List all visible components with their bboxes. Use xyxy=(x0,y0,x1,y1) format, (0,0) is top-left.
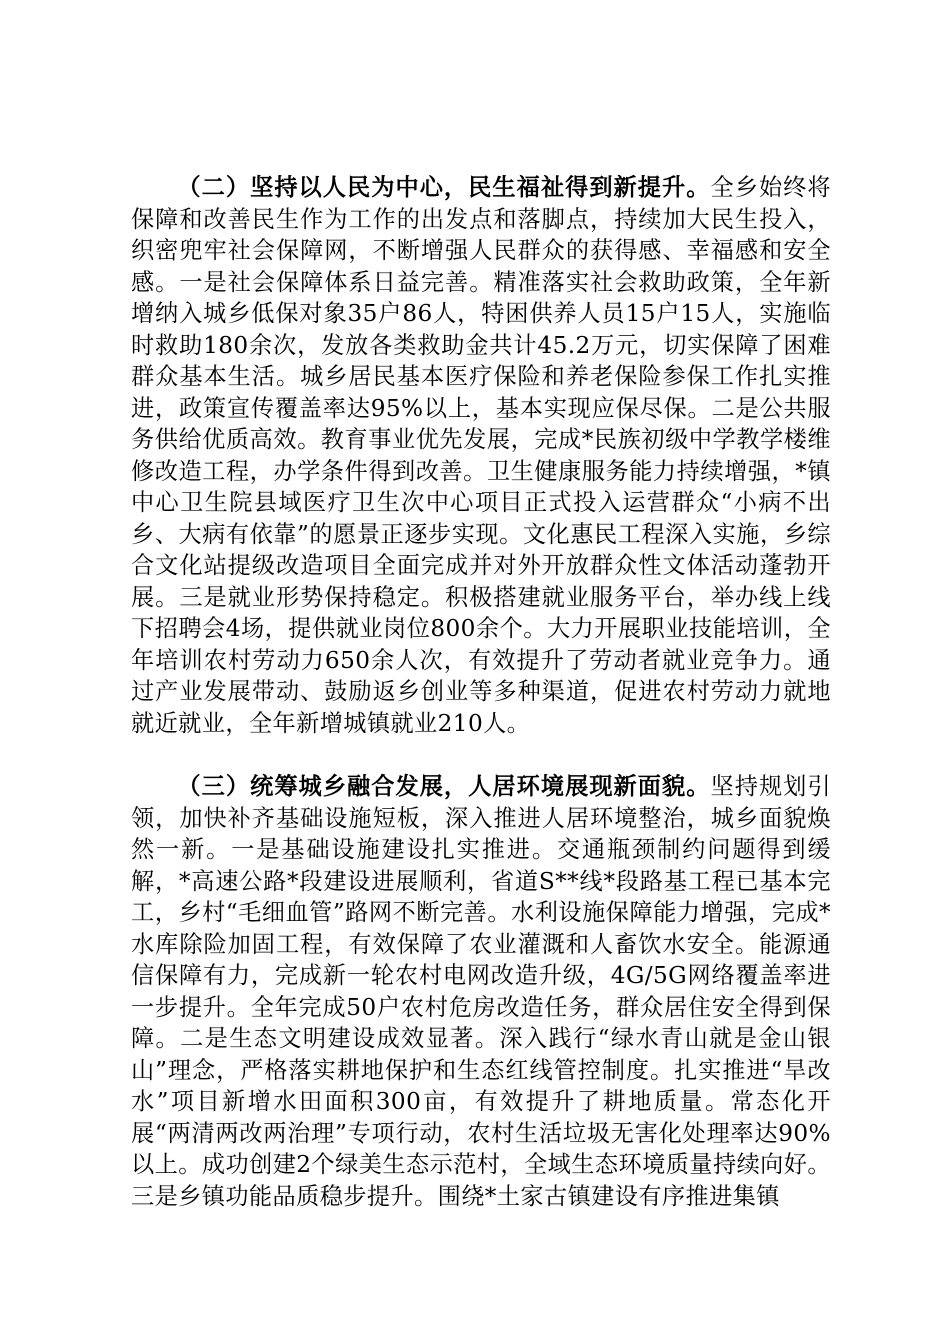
paragraph-body: 全乡始终将保障和改善民生作为工作的出发点和落脚点，持续加大民生投入，织密兜牢社会保障网，不断增强人民群众的获得感、幸福感和安全感。一是社会保障体系日益完善。精准落实社会救助政策，全年新增纳入城乡低保对象35户86人，特困供养人员15户15人，实施临时救助180余次，发放各类救助金共计45.2万元，切实保障了困难群众基本生活。城乡居民基本医疗保险和养老保险参保工作扎实推进，政策宣传覆盖率达95%以上，基本实现应保尽保。二是公共服务供给优质高效。教育事业优先发展，完成*民族初级中学教学楼维修改造工程，办学条件得到改善。卫生健康服务能力持续增强，*镇中心卫生院县域医疗卫生次中心项目正式投入运营群众“小病不出乡、大病有依靠”的愿景正逐步实现。文化惠民工程深入实施，乡综合文化站提级改造项目全面完成并对外开放群众性文体活动蓬勃开展。三是就业形势保持稳定。积极搭建就业服务平台，举办线上线下招聘会4场，提供就业岗位800余个。大力开展职业技能培训，全年培训农村劳动力650余人次，有效提升了劳动者就业竞争力。通过产业发展带动、鼓励返乡创业等多种渠道，促进农村劳动力就地就近就业，全年新增城镇就业210人。 xyxy=(131,174,831,737)
document-page xyxy=(131,172,831,1244)
section-heading: （二）坚持以人民为中心，民生福祉得到新提升。 xyxy=(177,174,711,201)
paragraph-body: 坚持规划引领，加快补齐基础设施短板，深入推进人居环境整治，城乡面貌焕然一新。一是基础设施建设扎实推进。交通瓶颈制约问题得到缓解，*高速公路*段建设进展顺利，省道S**线*段路基工程已基本完工，乡村“毛细血管”路网不断完善。水利设施保障能力增强，完成*水库除险加固工程，有效保障了农业灌溉和人畜饮水安全。能源通信保障有力，完成新一轮农村电网改造升级，4G/5G网络覆盖率进一步提升。全年完成50户农村危房改造任务，群众居住安全得到保障。二是生态文明建设成效显著。深入践行“绿水青山就是金山银山”理念，严格落实耕地保护和生态红线管控制度。扎实推进“旱改水”项目新增水田面积300亩，有效提升了耕地质量。常态化开展“两清两改两治理”专项行动，农村生活垃圾无害化处理率达90%以上。成功创建2个绿美生态示范村，全域生态环境质量持续向好。三是乡镇功能品质稳步提升。围绕*土家古镇建设有序推进集镇 xyxy=(131,773,831,1210)
paragraph-urban-rural xyxy=(131,771,831,1212)
paragraph-livelihood xyxy=(131,172,831,739)
section-heading: （三）统筹城乡融合发展，人居环境展现新面貌。 xyxy=(177,773,711,800)
